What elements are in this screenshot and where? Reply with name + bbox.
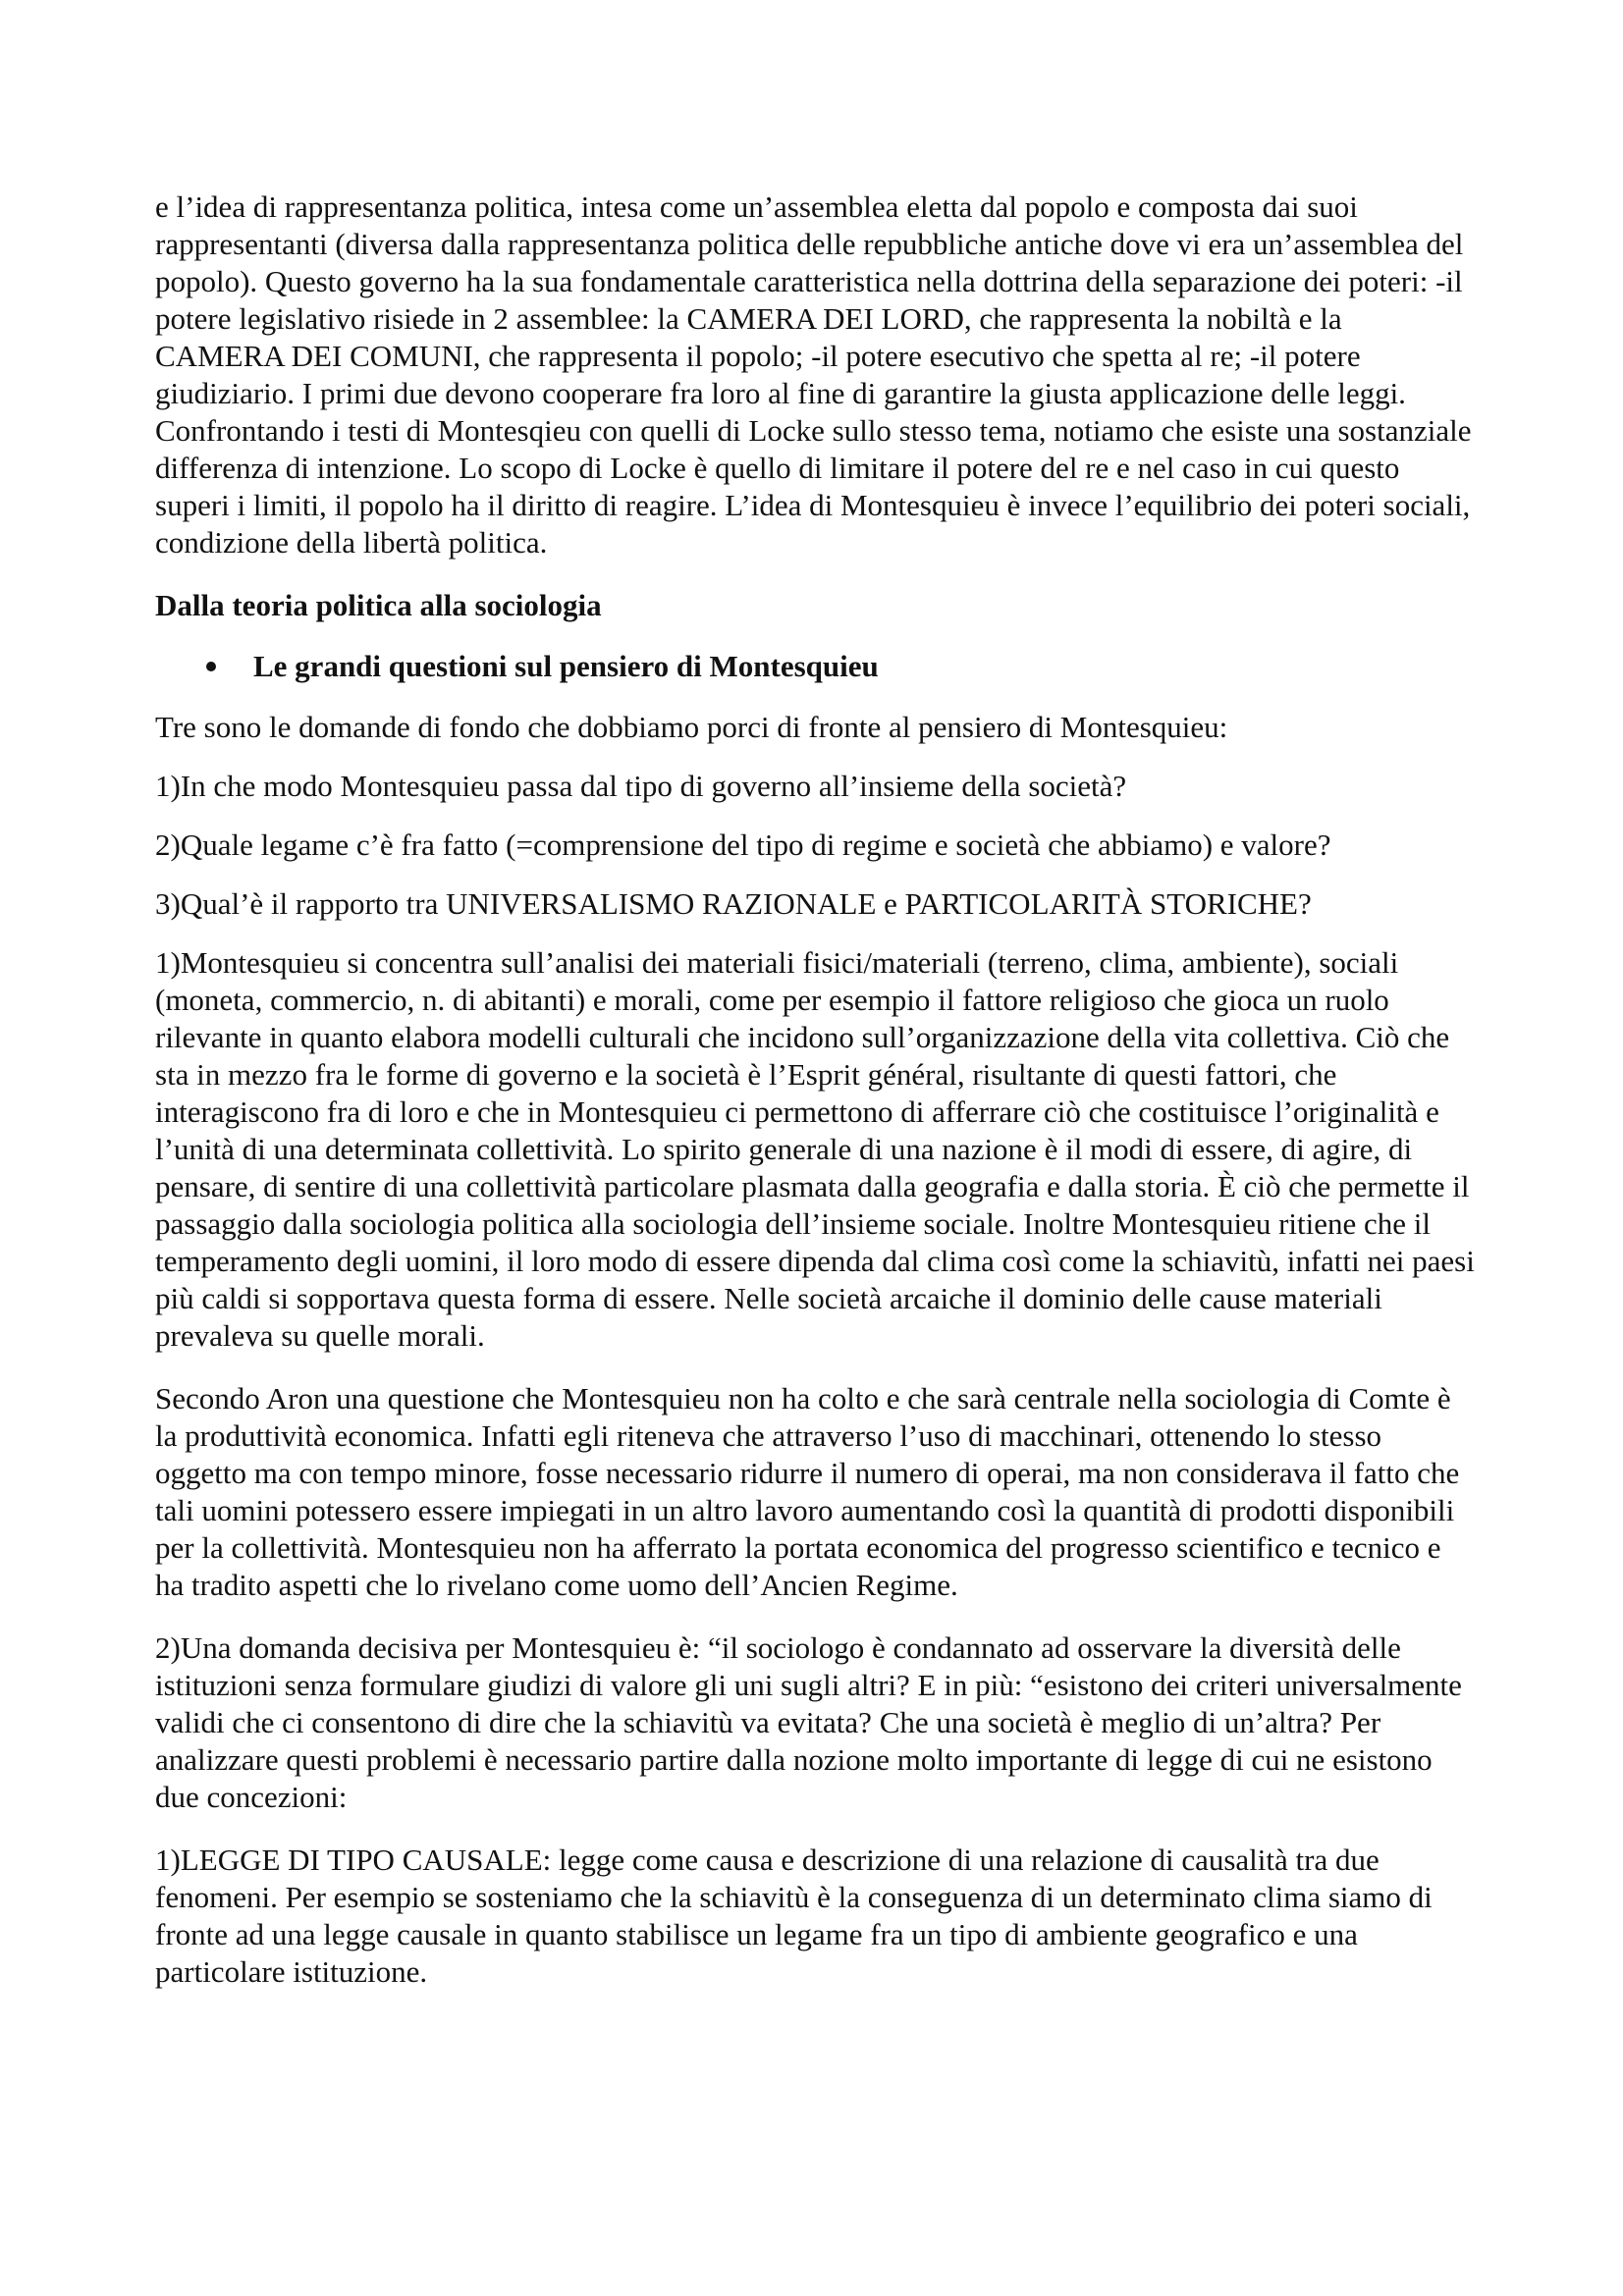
bullet-item-label: Le grandi questioni sul pensiero di Montesquieu bbox=[253, 649, 879, 683]
document-body bbox=[155, 188, 1476, 2016]
paragraph-esprit-general: 1)Montesquieu si concentra sull’analisi dei materiali fisici/materiali (terreno, clima, ambiente), sociali (moneta, commercio, n. di abitanti) e morali, come per esempio il fattore religioso che gioca un ruolo rilevante in quanto elabora modelli culturali che incidono sull’organizzazione della vita collettiva. Ciò che sta in mezzo fra le forme di governo e la società è l’Esprit général, risultante di questi fattori, che interagiscono fra di loro e che in Montesquieu ci permettono di afferrare ciò che costituisce l’originalità e l’unità di una determinata collettività. Lo spirito generale di una nazione è il modi di essere, di agire, di pensare, di sentire di una collettività particolare plasmata dalla geografia e dalla storia. È ciò che permette il passaggio dalla sociologia politica alla sociologia dell’insieme sociale. Inoltre Montesquieu ritiene che il temperamento degli uomini, il loro modo di essere dipenda dal clima così come la schiavitù, infatti nei paesi più caldi si sopportava questa forma di essere. Nelle società arcaiche il dominio delle cause materiali prevaleva su quelle morali. bbox=[155, 945, 1475, 1353]
section-heading: Dalla teoria politica alla sociologia bbox=[155, 588, 602, 622]
question-2: 2)Quale legame c’è fra fatto (=comprensione del tipo di regime e società che abbiamo) e valore? bbox=[155, 828, 1331, 862]
bullet-item bbox=[155, 648, 1476, 685]
question-3: 3)Qual’è il rapporto tra UNIVERSALISMO RAZIONALE e PARTICOLARITÀ STORICHE? bbox=[155, 886, 1312, 921]
paragraph-separation-of-powers: e l’idea di rappresentanza politica, intesa come un’assemblea eletta dal popolo e composta dai suoi rappresentanti (diversa dalla rappresentanza politica delle repubbliche antiche dove vi era un’assemblea del popolo). Questo governo ha la sua fondamentale caratteristica nella dottrina della separazione dei poteri: -il potere legislativo risiede in 2 assemblee: la CAMERA DEI LORD, che rappresenta la nobiltà e la CAMERA DEI COMUNI, che rappresenta il popolo; -il potere esecutivo che spetta al re; -il potere giudiziario. I primi due devono cooperare fra loro al fine di garantire la giusta applicazione delle leggi. Confrontando i testi di Montesqieu con quelli di Locke sullo stesso tema, notiamo che esiste una sostanziale differenza di intenzione. Lo scopo di Locke è quello di limitare il potere del re e nel caso in cui questo superi i limiti, il popolo ha il diritto di reagire. L’idea di Montesquieu è invece l’equilibrio dei poteri sociali, condizione della libertà politica. bbox=[155, 189, 1472, 560]
paragraph-intro-questions: Tre sono le domande di fondo che dobbiamo porci di fronte al pensiero di Montesquieu: bbox=[155, 710, 1228, 744]
paragraph-causal-law: 1)LEGGE DI TIPO CAUSALE: legge come causa e descrizione di una relazione di causalità tra due fenomeni. Per esempio se sosteniamo che la schiavitù è la conseguenza di un determinato clima siamo di fronte ad una legge causale in quanto stabilisce un legame fra un tipo di ambiente geografico e una particolare istituzione. bbox=[155, 1842, 1433, 1989]
question-1: 1)In che modo Montesquieu passa dal tipo di governo all’insieme della società? bbox=[155, 769, 1127, 803]
paragraph-aron: Secondo Aron una questione che Montesquieu non ha colto e che sarà centrale nella sociologia di Comte è la produttività economica. Infatti egli riteneva che attraverso l’uso di macchinari, ottenendo lo stesso oggetto ma con tempo minore, fosse necessario ridurre il numero di operai, ma non considerava il fatto che tali uomini potessero essere impiegati in un altro lavoro aumentando così la quantità di prodotti disponibili per la collettività. Montesquieu non ha afferrato la portata economica del progresso scientifico e tecnico e ha tradito aspetti che lo rivelano come uomo dell’Ancien Regime. bbox=[155, 1381, 1460, 1602]
paragraph-value-judgements: 2)Una domanda decisiva per Montesquieu è: “il sociologo è condannato ad osservare la diversità delle istituzioni senza formulare giudizi di valore gli uni sugli altri? E in più: “esistono dei criteri universalmente validi che ci consentono di dire che la schiavitù va evitata? Che una società è meglio di un’altra? Per analizzare questi problemi è necessario partire dalla nozione molto importante di legge di cui ne esistono due concezioni: bbox=[155, 1630, 1462, 1814]
bullet-dot-icon bbox=[206, 662, 216, 671]
